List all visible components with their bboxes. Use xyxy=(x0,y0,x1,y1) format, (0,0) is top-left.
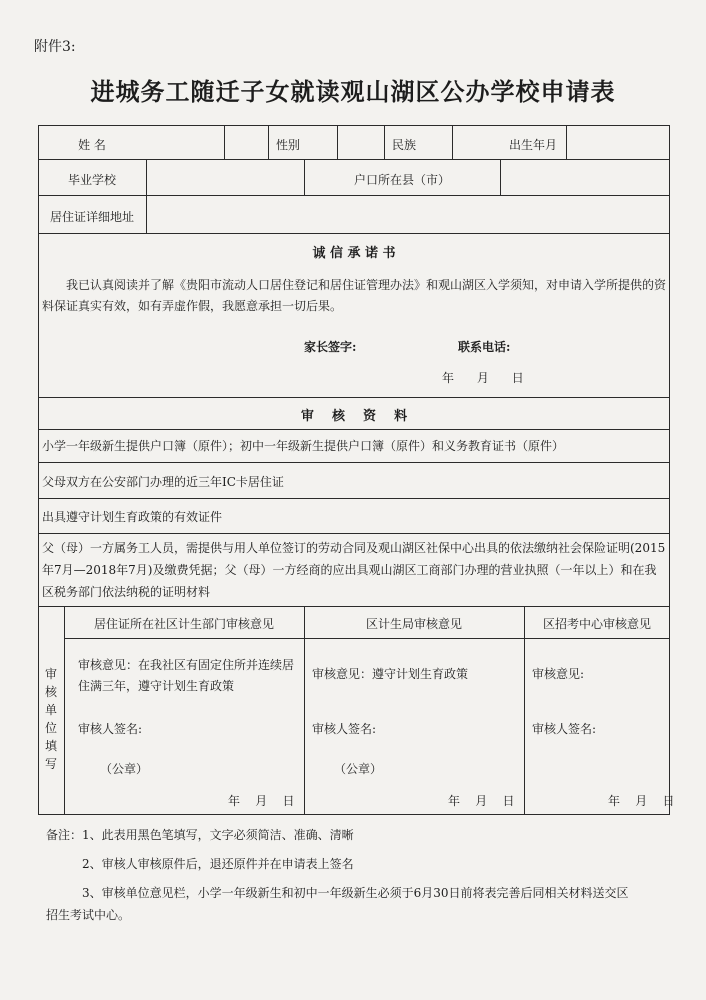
note-3-continued: 招生考试中心。 xyxy=(46,908,131,922)
row-divider xyxy=(38,462,670,463)
label-residence-address: 居住证详细地址 xyxy=(49,210,134,224)
review-item: 父（母）一方属务工人员，需提供与用人单位签订的劳动合同及观山湖区社保中心出具的依法缴纳社会保险证明(2015年7月—2018年7月)及缴费凭据；父（母）一方经商的应出具观山湖区工商部门办理的营业执照（一年以上）和在我区税务部门依法纳税的证明材料 xyxy=(42,541,666,599)
label-birth-date: 出生年月 xyxy=(508,138,557,152)
parent-signature-label: 家长签字: xyxy=(304,340,357,354)
table-border xyxy=(38,125,670,815)
contact-phone-label: 联系电话: xyxy=(458,340,511,354)
col-divider xyxy=(337,125,338,159)
row-divider xyxy=(38,498,670,499)
audit-col1-signer: 审核人签名: xyxy=(78,722,143,736)
audit-col1-opinion: 审核意见：在我社区有固定住所并连续居住满三年，遵守计划生育政策 xyxy=(78,658,295,693)
application-form-table xyxy=(38,125,675,815)
label-hukou-county: 户口所在县（市） xyxy=(353,173,450,187)
audit-col2-opinion: 审核意见：遵守计划生育政策 xyxy=(312,667,469,681)
col-divider xyxy=(64,606,65,814)
review-materials-heading: 审 核 资 料 xyxy=(300,409,408,424)
audit-col1-header: 居住证所在社区计生部门审核意见 xyxy=(93,617,274,631)
audit-unit-side-label: 审核单位填写 xyxy=(44,667,57,771)
col-divider xyxy=(146,195,147,233)
audit-col1-seal: （公章） xyxy=(100,762,149,776)
audit-col3-signer: 审核人签名: xyxy=(532,722,597,736)
review-item: 小学一年级新生提供户口簿（原件）；初中一年级新生提供户口簿（原件）和义务教育证书（原件） xyxy=(42,439,565,453)
review-item: 父母双方在公安部门办理的近三年IC卡居住证 xyxy=(42,475,284,489)
note-2: 2、审核人审核原件后，退还原件并在申请表上签名 xyxy=(82,857,354,871)
attachment-label: 附件3: xyxy=(34,39,76,55)
row-divider xyxy=(38,429,670,430)
col-divider xyxy=(452,125,453,159)
form-title: 进城务工随迁子女就读观山湖区公办学校申请表 xyxy=(90,77,616,106)
label-ethnicity: 民族 xyxy=(391,138,416,152)
label-name: 姓 名 xyxy=(78,138,106,152)
audit-col2-seal: （公章） xyxy=(334,762,383,776)
label-graduated-school: 毕业学校 xyxy=(67,173,116,187)
audit-col2-header: 区计生局审核意见 xyxy=(365,617,462,631)
label-gender: 性别 xyxy=(275,138,300,152)
audit-col3-date: 年 月 日 xyxy=(608,794,675,808)
note-3: 3、审核单位意见栏，小学一年级新生和初中一年级新生必须于6月30日前将表完善后同相关材料送交区 xyxy=(82,886,629,900)
col-divider xyxy=(224,125,225,159)
row-divider xyxy=(38,159,670,160)
audit-col3-header: 区招考中心审核意见 xyxy=(542,617,651,631)
row-divider xyxy=(38,397,670,398)
col-divider xyxy=(524,606,525,814)
row-divider xyxy=(38,195,670,196)
col-divider xyxy=(146,159,147,195)
col-divider xyxy=(500,159,501,195)
pledge-heading: 诚 信 承 诺 书 xyxy=(312,246,396,261)
audit-col2-date: 年 月 日 xyxy=(448,794,515,808)
audit-col3-opinion: 审核意见: xyxy=(532,667,585,681)
pledge-date: 年 月 日 xyxy=(442,371,524,385)
col-divider xyxy=(566,125,567,159)
review-item: 出具遵守计划生育政策的有效证件 xyxy=(42,510,223,524)
pledge-body: 我已认真阅读并了解《贵阳市流动人口居住登记和居住证管理办法》和观山湖区入学须知，对申请入学所提供的资料保证真实有效，如有弄虚作假，我愿意承担一切后果。 xyxy=(42,278,667,313)
row-divider xyxy=(38,606,670,607)
row-divider xyxy=(38,233,670,234)
row-divider xyxy=(38,533,670,534)
row-divider xyxy=(64,638,670,639)
col-divider xyxy=(304,606,305,814)
note-1: 备注：1、此表用黑色笔填写，文字必须简洁、准确、清晰 xyxy=(46,828,354,842)
audit-col1-date: 年 月 日 xyxy=(228,794,295,808)
audit-col2-signer: 审核人签名: xyxy=(312,722,377,736)
